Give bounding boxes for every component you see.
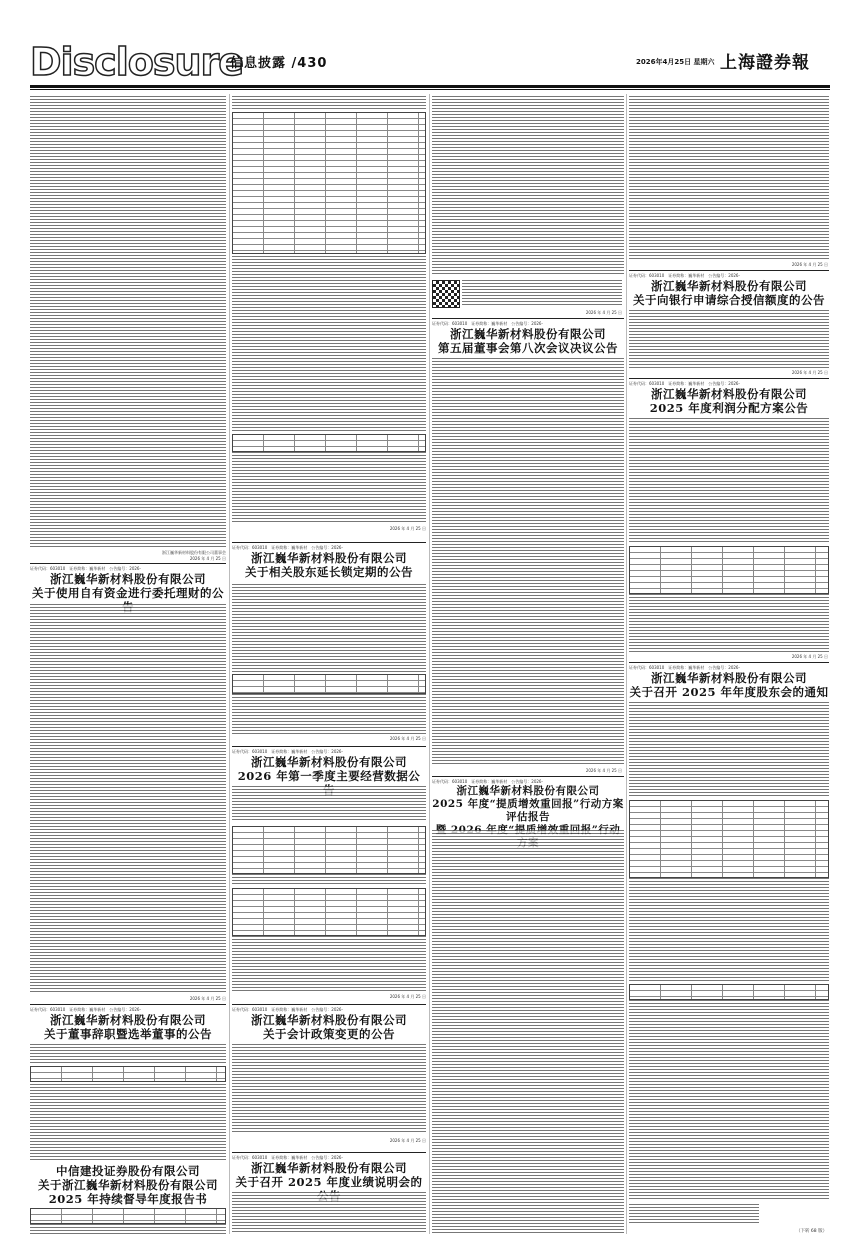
text-block: [629, 1204, 759, 1224]
signature-date: 2026 年 4 月 25 日: [791, 370, 828, 375]
text-block: [462, 280, 622, 306]
notice-separator: [30, 563, 226, 564]
notice-title: 浙江巍华新材料股份有限公司 关于使用自有资金进行委托理财的公: [32, 572, 224, 600]
data-table: [232, 888, 426, 936]
text-block: [30, 1044, 226, 1064]
signature-date: 2026 年 4 月 25 日: [791, 262, 828, 267]
text-block: [232, 694, 426, 734]
text-block: [629, 702, 829, 798]
data-table: [629, 546, 829, 594]
notice-meta: 证券代码：603010 证券简称：巍华新材 公告编号：2026-: [432, 321, 543, 326]
newspaper-name: 上海證券報: [720, 53, 810, 73]
column-divider: [626, 94, 627, 1234]
notice-separator: [232, 1152, 426, 1153]
header-rule: [30, 85, 830, 88]
data-table: [232, 674, 426, 694]
text-block: [629, 418, 829, 544]
notice-separator: [629, 662, 829, 663]
text-block: [629, 878, 829, 982]
section-title: 信息披露 /430: [230, 56, 328, 71]
notice-title: 浙江巍华新材料股份有限公司 2026 年第一季度主要经营数据公: [237, 755, 421, 783]
data-table: [629, 984, 829, 1000]
notice-title: 浙江巍华新材料股份有限公司 2025 年度利润分配方案公告: [649, 387, 809, 415]
notice-title: 浙江巍华新材料股份有限公司 关于召开 2025 年度业绩说明会的: [235, 1161, 423, 1189]
text-block: [232, 1044, 426, 1134]
notice-meta: 证券代码：603010 证券简称：巍华新材 公告编号：2026-: [629, 665, 740, 670]
continuation-note: （下转 68 版）: [796, 1229, 828, 1234]
text-block: [232, 452, 426, 522]
data-table: [629, 800, 829, 878]
notice-title: 浙江巍华新材料股份有限公司 关于会计政策变更的公告: [251, 1013, 407, 1041]
signature-date: 2026 年 4 月 25 日: [389, 1138, 426, 1143]
notice-separator: [629, 270, 829, 271]
text-block: [232, 584, 426, 672]
signature-date: 2026 年 4 月 25 日: [189, 996, 226, 1001]
text-block: [30, 1224, 226, 1234]
notice-title: 浙江巍华新材料股份有限公司 关于召开 2025 年年度股东会的通知: [629, 671, 829, 699]
text-block: [232, 256, 426, 432]
text-block: [432, 358, 624, 766]
signature-date: 2026 年 4 月 25 日: [585, 768, 622, 773]
notice-meta: 证券代码：603010 证券简称：巍华新材 公告编号：2026-: [30, 566, 141, 571]
text-block: [30, 1084, 226, 1160]
data-table: [30, 1066, 226, 1082]
text-block: [629, 310, 829, 368]
notice-title: 浙江巍华新材料股份有限公司 关于向银行申请综合授信额度的公告: [633, 279, 825, 307]
data-table: [30, 1208, 226, 1224]
signature-date: 2026 年 4 月 25 日: [389, 994, 426, 999]
notice-title: 浙江巍华新材料股份有限公司 关于相关股东延长锁定期的公告: [245, 551, 413, 579]
notice-separator: [629, 378, 829, 379]
qr-code-icon: [432, 280, 460, 308]
notice-meta: 证券代码：603010 证券简称：巍华新材 公告编号：2026-: [232, 1007, 343, 1012]
notice-meta: 证券代码：603010 证券简称：巍华新材 公告编号：2026-: [432, 779, 543, 784]
signature-date: 2026 年 4 月 25 日: [389, 526, 426, 531]
text-block: [232, 1192, 426, 1234]
notice-title: 浙江巍华新材料股份有限公司 关于董事辞职暨选举董事的公告: [44, 1013, 212, 1041]
text-block: [432, 96, 624, 276]
text-block: [629, 1000, 829, 1200]
notice-meta: 证券代码：603010 证券简称：巍华新材 公告编号：2026-: [629, 273, 740, 278]
text-block: [232, 96, 426, 110]
text-block: [629, 96, 829, 260]
masthead-logo: Disclosure: [30, 40, 244, 84]
notice-separator: [232, 542, 426, 543]
data-table: [232, 434, 426, 452]
text-block: [30, 604, 226, 994]
signature-date: 2026 年 4 月 25 日: [389, 736, 426, 741]
text-block: [232, 936, 426, 992]
data-table: [232, 112, 426, 254]
text-block: [30, 96, 226, 548]
signature-date: 2026 年 4 月 25 日: [189, 556, 226, 561]
signature-board: 浙江巍华新材料股份有限公司董事会: [162, 550, 226, 555]
notice-title: 中信建投证券股份有限公司 关于浙江巍华新材料股份有限公司 2025 年持续督导年度报告书: [38, 1164, 218, 1206]
text-block: [629, 594, 829, 652]
notice-separator: [232, 746, 426, 747]
notice-meta: 证券代码：603010 证券简称：巍华新材 公告编号：2026-: [232, 545, 343, 550]
notice-separator: [432, 776, 624, 777]
notice-separator: [232, 1004, 426, 1005]
issue-date: 2026年4月25日 星期六: [636, 58, 715, 66]
signature-date: 2026 年 4 月 25 日: [791, 654, 828, 659]
notice-meta: 证券代码：603010 证券简称：巍华新材 公告编号：2026-: [232, 1155, 343, 1160]
notice-meta: 证券代码：603010 证券简称：巍华新材 公告编号：2026-: [629, 381, 740, 386]
column-divider: [229, 94, 230, 1234]
notice-title: 浙江巍华新材料股份有限公司 第五届董事会第八次会议决议公告: [438, 327, 618, 355]
text-block: [232, 786, 426, 822]
text-block: [432, 830, 624, 1234]
notice-separator: [30, 1004, 226, 1005]
notice-title: 浙江巍华新材料股份有限公司 2025 年度“提质增效重回报”行动方案评估报告: [432, 785, 624, 823]
data-table: [232, 826, 426, 874]
notice-meta: 证券代码：603010 证券简称：巍华新材 公告编号：2026-: [232, 749, 343, 754]
text-block: [232, 874, 426, 886]
header-rule-thin: [30, 89, 830, 90]
column-divider: [429, 94, 430, 1234]
signature-date: 2026 年 4 月 25 日: [585, 310, 622, 315]
notice-meta: 证券代码：603010 证券简称：巍华新材 公告编号：2026-: [30, 1007, 141, 1012]
notice-separator: [432, 318, 624, 319]
